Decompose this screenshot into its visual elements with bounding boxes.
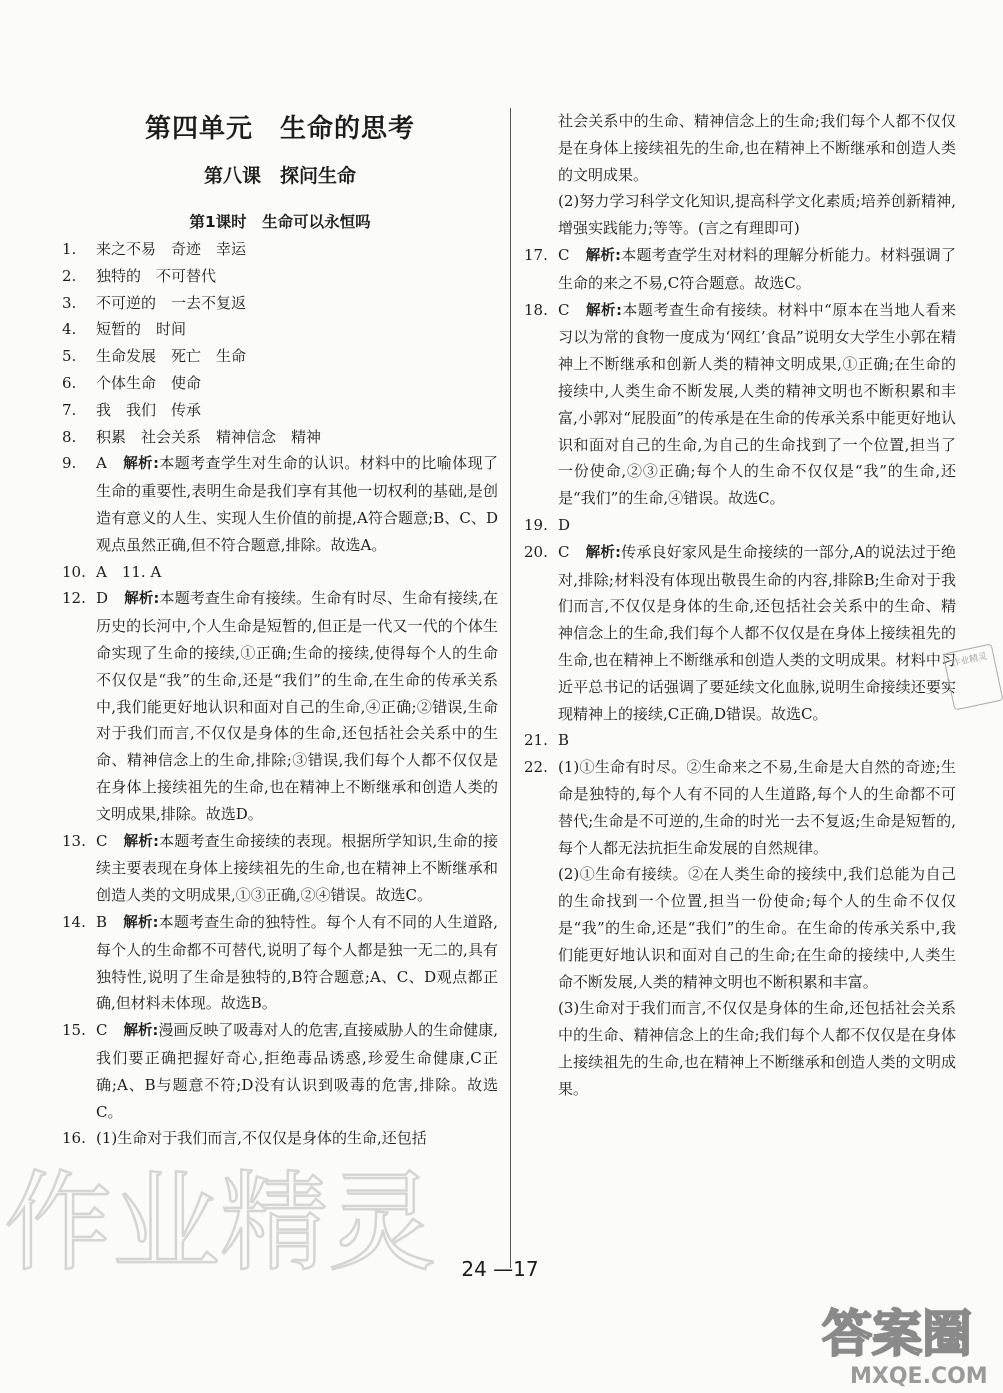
right-answer-list (524, 108, 956, 1102)
item-text: 不可逆的 一去不复返 (96, 293, 247, 312)
answer-item (524, 754, 956, 861)
item-answer: B (96, 912, 108, 931)
answer-paragraph: (2)努力学习科学文化知识,提高科学文化素质;培养创新精神,增强实践能力;等等。(言之有理即可) (558, 192, 956, 238)
item-text: D (558, 515, 571, 534)
item-number: 15. (62, 1021, 86, 1040)
item-body: C 解析:本题考查生命接续的表现。根据所学知识,生命的接续主要表现在身体上接续祖先的生命,也在精神上不断继承和创造人类的文明成果,①③正确,②④错误。故选C。 (96, 831, 498, 905)
item-number: 13. (62, 831, 86, 850)
answer-item (62, 585, 498, 827)
item-number: 22. (524, 758, 548, 777)
item-number: 14. (62, 912, 86, 931)
watermark-left-glyphs: 作业精灵 (4, 1161, 437, 1286)
item-text: A 11. A (96, 562, 162, 581)
answer-item (524, 297, 956, 512)
item-answer: C (558, 300, 570, 319)
analysis-label: 解析 (585, 247, 616, 264)
item-text: 本题考查生命的独特性。每个人有不同的人生道路,每个人的生命都不可替代,说明了每个人都是独一无二的,具有独特性,说明了生命是独特的,B符合题意;A、C、D观点都正确,但材料未体现。故选B。 (96, 912, 498, 1013)
item-answer: C (558, 245, 570, 264)
answer-paragraph: 社会关系中的生命、精神信念上的生命;我们每个人都不仅仅是在身体上接续祖先的生命,也在精神上不断继承和创造人类的文明成果。 (558, 112, 956, 184)
item-number: 20. (524, 542, 548, 561)
answer-item (62, 450, 498, 558)
item-number: 7. (62, 400, 77, 419)
answer-item (62, 828, 498, 909)
item-body (96, 316, 498, 343)
item-number: 17. (524, 245, 548, 264)
item-number: 6. (62, 373, 77, 392)
analysis-label: 解析 (124, 591, 154, 608)
item-answer: C (96, 831, 108, 850)
item-number: 1. (62, 240, 77, 258)
item-body (558, 512, 956, 539)
unit-title: 第四单元 生命的思考 (144, 114, 415, 144)
left-answer-list (62, 236, 498, 1152)
analysis-label: 解析 (585, 302, 617, 319)
item-text: 来之不易 奇迹 幸运 (96, 240, 247, 258)
item-body: D 解析:本题考查生命有接续。生命有时尽、生命有接续,在历史的长河中,个人生命是短暂的,但正是一代又一代的个体生命实现了生命的接续,①正确;生命的接续,使得每个人的生命不仅仅是“我”的生命,还是“我们”的生命,在生命的传承关系中,我们能更好地认识和面对自己的生命,④正确;②错误,生命对于我们而言,不仅仅是身体的生命,还包括社会关系中的生命、精神信念上的生命,排除;③错误,我们每个人都不仅仅是在身体上接续祖先的生命,也在精神上不断继承和创造人类的文明成果,排除。故选D。 (96, 589, 498, 823)
item-text: 本题考查生命有接续。生命有时尽、生命有接续,在历史的长河中,个人生命是短暂的,但正是一代又一代的个体生命实现了生命的接续,①正确;生命的接续,使得每个人的生命不仅仅是“我”的生命,还是“我们”的生命,在生命的传承关系中,我们能更好地认识和面对自己的生命,④正确;②错误,生命对于我们而言,不仅仅是身体的生命,还包括社会关系中的生命、精神信念上的生命,排除;③错误,我们每个人都不仅仅是在身体上接续祖先的生命,也在精神上不断继承和创造人类的文明成果,排除。故选D。 (96, 589, 498, 823)
item-text: (1)①生命有时尽。②生命来之不易,生命是大自然的奇迹;生命是独特的,每个人有不同的人生道路,每个人的生命都不可替代;生命是不可逆的,生命的时光一去不复返;生命是短暂的,每个人都无法抗拒生命发展的自然规律。 (558, 758, 956, 857)
item-body: C 解析:本题考查学生对材料的理解分析能力。材料强调了生命的来之不易,C符合题意。故选C。 (558, 245, 956, 292)
watermark-logo-right (820, 1293, 995, 1391)
answer-item (62, 236, 498, 263)
item-number: 16. (62, 1129, 86, 1148)
answer-paragraph: (2)①生命有接续。②在人类生命的接续中,我们总能为自己的生命找到一个位置,担当一份使命;每个人的生命不仅仅是“我”的生命,还是“我们”的生命。在生命的传承关系中,我们能更好地认识和面对自己的生命;在生命的接续中,人类生命不断发展,人类的精神文明也不断积累和丰富。 (558, 865, 956, 991)
answer-item (62, 559, 498, 586)
item-body: A 解析:本题考查学生对生命的认识。材料中的比喻体现了生命的重要性,表明生命是我们享有其他一切权利的基础,是创造有意义的人生、实现人生价值的前提,A符合题意;B、C、D观点虽然正确,但不符合题意,排除。故选A。 (96, 454, 498, 554)
item-body: B 解析:本题考查生命的独特性。每个人有不同的人生道路,每个人的生命都不可替代,说明了每个人都是独一无二的,具有独特性,说明了生命是独特的,B符合题意;A、C、D观点都正确,但材料未体现。故选B。 (96, 912, 498, 1013)
answer-paragraph: (3)生命对于我们而言,不仅仅是身体的生命,还包括社会关系中的生命、精神信念上的生命;我们每个人都不仅仅是在身体上接续祖先的生命,也在精神上不断继承和创造人类的文明成果。 (558, 999, 956, 1098)
item-text: 个体生命 使命 (96, 373, 202, 392)
item-body (96, 290, 498, 317)
stamp-logo (943, 643, 1003, 710)
item-text: (1)生命对于我们而言,不仅仅是身体的生命,还包括 (96, 1129, 427, 1148)
item-number: 9. (62, 454, 77, 473)
item-text: B (558, 731, 570, 750)
answer-item (62, 343, 498, 370)
answer-item (62, 909, 498, 1017)
item-text: 漫画反映了吸毒对人的危害,直接威胁人的生命健康,我们要正确把握好奇心,拒绝毒品诱惑,珍爱生命健康,C正确;A、B与题意不符;D没有认识到吸毒的危害,排除。故选C。 (96, 1021, 499, 1121)
answer-item (524, 727, 956, 754)
item-text: 我 我们 传承 (96, 400, 202, 419)
item-number: 18. (524, 300, 548, 319)
item-text: 积累 社会关系 精神信念 精神 (96, 427, 322, 446)
item-body (558, 754, 956, 861)
item-body (558, 727, 956, 754)
item-body (96, 370, 498, 397)
item-text: 短暂的 时间 (96, 320, 187, 339)
item-body (96, 559, 498, 586)
analysis-label: 解析 (123, 1023, 153, 1040)
analysis-label: 解析 (123, 914, 153, 931)
lesson-title: 第八课 探问生命 (203, 165, 356, 187)
item-number: 10. (62, 562, 86, 581)
answer-item (62, 397, 498, 424)
item-body (96, 397, 498, 424)
item-number: 19. (524, 515, 548, 534)
item-number: 3. (62, 293, 77, 312)
answer-item (62, 263, 498, 290)
item-body (96, 263, 498, 290)
column-divider (510, 108, 511, 1268)
item-text: 生命发展 死亡 生命 (96, 347, 247, 366)
item-text: 本题考查学生对生命的认识。材料中的比喻体现了生命的重要性,表明生命是我们享有其他一切权利的基础,是创造有意义的人生、实现人生价值的前提,A符合题意;B、C、D观点虽然正确,但不符合题意,排除。故选A。 (96, 454, 498, 554)
item-body (96, 424, 498, 451)
period-title: 第1课时 生命可以永恒吗 (189, 213, 371, 231)
left-column (62, 108, 498, 1152)
item-answer: A (96, 454, 107, 473)
right-column (524, 108, 956, 1102)
item-number: 2. (62, 266, 77, 285)
answer-item (62, 290, 498, 317)
analysis-label: 解析 (123, 833, 154, 850)
analysis-label: 解析 (585, 544, 616, 561)
item-text: 本题考查学生对材料的理解分析能力。材料强调了生命的来之不易,C符合题意。故选C。 (558, 245, 956, 292)
item-body: C 解析:漫画反映了吸毒对人的危害,直接威胁人的生命健康,我们要正确把握好奇心,拒绝毒品诱惑,珍爱生命健康,C正确;A、B与题意不符;D没有认识到吸毒的危害,排除。故选C。 (96, 1021, 499, 1121)
watermark-right-url: MXQE.COM (850, 1364, 988, 1389)
analysis-label: 解析 (122, 456, 154, 473)
answer-item (62, 370, 498, 397)
item-body: C 解析:传承良好家风是生命接续的一部分,A的说法过于绝对,排除;材料没有体现出敬畏生命的内容,排除B;生命对于我们而言,不仅仅是身体的生命,还包括社会关系中的生命、精神信念上的生命,我们每个人都不仅仅是在身体上接续祖先的生命,也在精神上不断继承和创造人类的文明成果。材料中习近平总书记的话强调了要延续文化血脉,说明生命接续还要实现精神上的接续,C正确,D错误。故选C。 (558, 542, 957, 723)
item-text: 本题考查生命有接续。材料中“原本在当地人看来习以为常的食物一度成为‘网红’食品”说明女大学生小郭在精神上不断继承和创新人类的精神文明成果,①正确;在生命的接续中,人类生命不断发展,人类的精神文明也不断积累和丰富,小郭对“屁股面”的传承是在生命的传承关系中能更好地认识和面对自己的生命,为自己的生命找到了一个位置,担当了一份使命,②③正确;每个人的生命不仅仅是“我”的生命,还是“我们”的生命,④错误。故选C。 (558, 300, 957, 508)
item-answer: C (96, 1021, 108, 1040)
item-body (96, 236, 498, 263)
page-number: 24 —17 (461, 1257, 539, 1281)
item-answer: D (96, 589, 109, 608)
answer-item (524, 539, 956, 728)
item-body (96, 343, 498, 370)
item-text: 独特的 不可替代 (96, 266, 217, 285)
item-number: 4. (62, 320, 77, 339)
answer-item (62, 316, 498, 343)
item-number: 12. (62, 589, 86, 608)
answer-item (62, 424, 498, 451)
answer-item (524, 242, 956, 297)
item-text: 传承良好家风是生命接续的一部分,A的说法过于绝对,排除;材料没有体现出敬畏生命的内容,排除B;生命对于我们而言,不仅仅是身体的生命,还包括社会关系中的生命、精神信念上的生命,我们每个人都不仅仅是在身体上接续祖先的生命,也在精神上不断继承和创造人类的文明成果。材料中习近平总书记的话强调了要延续文化血脉,说明生命接续还要实现精神上的接续,C正确,D错误。故选C。 (558, 542, 957, 723)
answer-item (524, 512, 956, 539)
item-number: 5. (62, 347, 77, 366)
item-number: 8. (62, 427, 77, 446)
watermark-right-glyphs: 答案圈 (822, 1305, 972, 1363)
stamp-text: 作业精灵 (950, 651, 989, 670)
item-number: 21. (524, 731, 548, 750)
item-text: 本题考查生命接续的表现。根据所学知识,生命的接续主要表现在身体上接续祖先的生命,也在精神上不断继承和创造人类的文明成果,①③正确,②④错误。故选C。 (96, 831, 498, 905)
item-body: C 解析:本题考查生命有接续。材料中“原本在当地人看来习以为常的食物一度成为‘网红’食品”说明女大学生小郭在精神上不断继承和创新人类的精神文明成果,①正确;在生命的接续中,人类生命不断发展,人类的精神文明也不断积累和丰富,小郭对“屁股面”的传承是在生命的传承关系中能更好地认识和面对自己的生命,为自己的生命找到了一个位置,担当了一份使命,②③正确;每个人的生命不仅仅是“我”的生命,还是“我们”的生命,④错误。故选C。 (558, 300, 957, 508)
item-answer: C (558, 542, 570, 561)
